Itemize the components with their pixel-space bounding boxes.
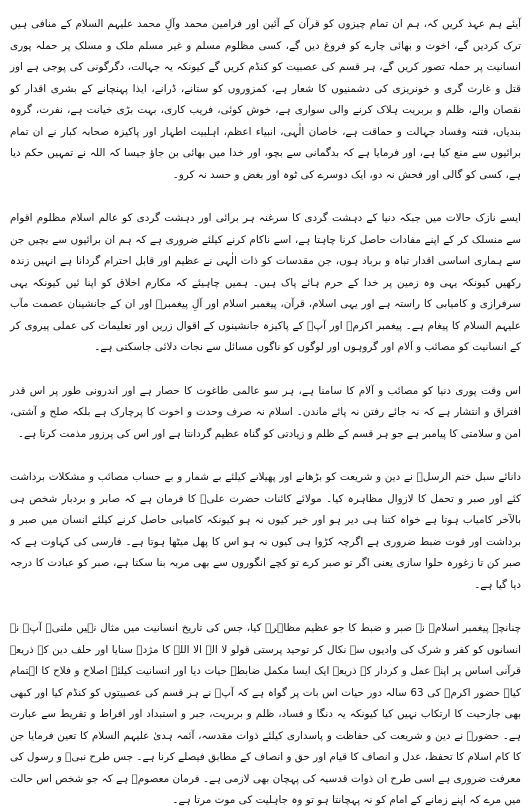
paragraph-pledge: آیئے ہم عہد کریں کہ، ہم ان تمام چیزوں کو قرآن کے آئین اور فرامین محمد وآلِ محمد علیہم السلام کے منافی ہیں ترک کردیں گے، اخوت و بھائی چارے کو فروغ دیں گے، کسی مظلوم مسلم و غیر مسلم ملک و مسلک پر حملہ پوری انسانیت پر حملہ تصور کریں گے، ہر قسم کی عصبیت کو کنڈم کریں گے کیونکہ یہ جہالت، دگرگونی کی پوجی ہے اور قتل و غارت گری و خونریزی کی دشمنیوں کا شعار ہے، کمزوروں کو ستانے، ڈرانے، ایذا پہنچانے کے بشری اقدار کو نقصان والے، ظلم و بربریت ہلاک کرنے والی سواری ہے، خوش کوئی، فریب کاری، بہت بڑی خیانت ہے، نفرت، گروہ بندیاں، فتنہ وفساد جہالت و حماقت ہے، خاصان الٰہی، انبیاء اعظم، اہلبیت اطہار اور پاکیزہ صحابہ کبار نے ان تمام برائیوں سے منع کیا ہے، اور فرمایا ہے کہ بدگمانی سے بچو، اور خدا میں بھائی بن جاؤ جیسا کہ اللہ نے تمہیں حکم دیا ہے، کسی کو گالی اور فحش نہ دو، ایک دوسرے کی ٹوہ اور بغض و حسد نہ کرو۔ xyxy=(10,18,521,181)
paragraph-prophet-example: چنانچہ پیغمبر اسلامؐ نے صبر و ضبط کا جو عظیم مظاہرہ کیا، جس کی تاریخ انسانیت میں مثال نہیں ملتی۔ آپؐ نے انسانوں کو کفر و شرک کی وادیوں سے نکال کر توحید پرستی قولو لا الہ الا اللہ کا مژدہ سنایا اور حلف دین کے ذریعہ قرآنی اساس پر اپنے عمل و کردار کے ذریعہ ایک ایسا مکمل ضابطہ حیات دیا اور انسانیت کیلئے اصلاح و فلاح کا اہتمام کیا۔ حضور اکرمؐ کی 63 سالہ دور حیات اس بات پر گواہ ہے کہ آپؐ نے ہر قسم کی عصبیتوں کو کنڈم کیا اور کبھی بھی جارحیت کا ارتکاب نہیں کیا کیونکہ یہ دنگا و فساد، ظلم و بربریت، جبر و استبداد اور افراط و تفریط سے عبارت ہے۔ حضورؐ نے دین و شریعت کی حفاظت و پاسداری کیلئے ذوات مقدسہ، آئمہ ہدیٰ علیہم السلام کا تعین فرمایا جن کا کام اسلام کا تحفظ، عدل و انصاف کا قیام اور حق و انصاف کے مطابق فیصلے کرنا ہے۔ جس طرح نبیؐ و رسول کی معرفت ضروری ہے اسی طرح ان ذوات قدسیہ کی پہچان بھی لازمی ہے۔ فرمان معصومؑ ہے کہ جو شخص اس حالت میں مرے کہ اپنے زمانے کے امام کو نہ پہچانتا ہو تو وہ جاہلیت کی موت مرتا ہے۔ xyxy=(10,622,521,806)
paragraph-patience: دانائے سبل ختم الرسلؐ نے دین و شریعت کو بڑھانے اور پھیلانے کیلئے بے شمار و بے حساب مصائب و مشکلات برداشت کئے اور صبر و تحمل کا لازوال مظاہرہ کیا۔ مولائے کائنات حضرت علیؑ کا فرمان ہے کہ صابر و بردبار شخص ہی بالآخر کامیاب ہوتا ہے خواہ کتنا ہی دیر ہو اور خیر کیوں نہ ہو کیونکہ کامیابی حاصل کرنے کیلئے انسان میں صبر و برداشت اور قوت ضبط ضروری ہے اگرچہ کڑوا ہی کیوں نہ ہو اس کا پھل میٹھا ہوتا ہے۔ فارسی کی کہاوت ہے کہ صبر کن تا زغورہ حلوا سازی یعنی اگر تو صبر کرے تو کچے انگوروں سے بھی مربہ بنا سکتا ہے، صبر کو عبادت کا درجہ دیا گیا ہے۔ xyxy=(10,471,521,591)
paragraph-delicate-circumstances: ایسے نازک حالات میں جبکہ دنیا کے دہشت گردی کا سرغنہ ہر برائی اور دہشت گردی کو عالم اسلام مظلوم اقوام سے منسلک کر کے اپنے مفادات حاصل کرنا چاہتا ہے، اسے ناکام کرنے کیلئے ضروری ہے کہ ہم ان برائیوں سے بچیں جن سے ہماری اساسی اقدار تباہ و برباد ہوں، جن مقدسات کو ذات الٰہی نے عظیم اور قابل احترام گردانا ہے انہیں زندہ رکھیں کیونکہ یہی وہ زمین پر خدا کے حرم ہائے پاک ہیں۔ ہمیں چاہیئے کہ مکارم اخلاق کو اپنا ئیں کیونکہ یہی سرفرازی و کامیابی کا راستہ ہے اور یہی اسلام، قرآن، پیغمبر اسلام اور آلِ پیغمبرؐ اور ان کے جانشینان عصمت مآب علیہم السلام کا پیغام ہے۔ پیغمبر اکرمؐ اور آپؐ کے پاکیزہ جانشینوں کے اقوال زریں اور تعلیمات کی عملی پیروی کر کے انسانیت کو مصائب و آلام اور گروہوں اور لوگوں کو ناگوں مسائل سے نجات دلائی جاسکتی ہے۔ xyxy=(10,212,521,353)
paragraph-world-hardships: اس وقت پوری دنیا کو مصائب و آلام کا سامنا ہے، ہر سو عالمی طاغوت کا حصار ہے اور اندرونی طور پر اس قدر افتراق و انتشار ہے کہ نہ جائے رفتن نہ پائے ماندن۔ اسلام نہ صرف وحدت و اخوت کا پرچارک ہے بلکہ صلح و آشتی، امن و سلامتی کا پیامبر ہے جو ہر قسم کے ظلم و زیادتی کو گناہ عظیم گردانتا ہے اور اس کی پرزور مذمت کرتا ہے۔ xyxy=(10,384,521,440)
